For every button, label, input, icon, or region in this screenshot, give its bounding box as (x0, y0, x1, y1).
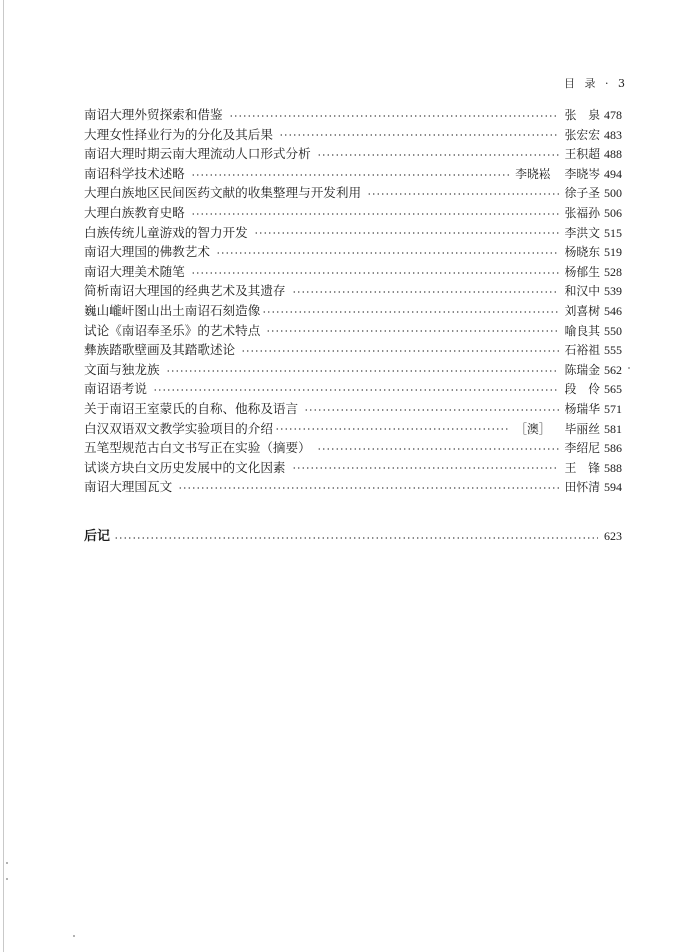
toc-entry-author: 王 锋 (564, 460, 600, 475)
toc-entry[interactable] (84, 144, 630, 164)
print-speck (6, 878, 8, 880)
toc-entry-author: 田怀清 (564, 480, 600, 495)
toc-entry-author: 石裕祖 (564, 343, 600, 358)
toc-entry-page: 494 (604, 166, 622, 181)
toc-entry-author: 王积超 (564, 147, 600, 162)
toc-entry[interactable] (84, 360, 630, 380)
print-speck (628, 367, 630, 369)
dot-leader (166, 369, 559, 374)
toc-entry-author: 张宏宏 (564, 127, 600, 142)
toc-entry[interactable] (84, 183, 630, 203)
toc-entry-page: 562 (604, 362, 622, 377)
toc-entry-author: 李晓岑 (564, 166, 600, 181)
toc-entry[interactable] (84, 105, 630, 125)
toc-entry-title: 文面与独龙族 (84, 361, 160, 377)
toc-entry[interactable] (84, 477, 630, 497)
afterword-page: 623 (604, 529, 622, 543)
dot-leader (292, 290, 559, 295)
toc-entry-author: 杨瑞华 (564, 401, 600, 416)
toc-entry-page: 586 (604, 441, 622, 456)
dot-leader (241, 349, 558, 354)
dot-leader (191, 271, 559, 276)
dot-leader (153, 388, 559, 393)
toc-entry[interactable] (84, 379, 630, 399)
toc-entry-title: 五笔型规范古白文书写正在实验（摘要） (84, 440, 311, 456)
toc-entry-author: 陈瑞金 (564, 362, 600, 377)
toc-entry-title: 关于南诏王室蒙氏的自称、他称及语言 (84, 400, 299, 416)
dot-leader (367, 192, 559, 197)
toc-entry-author: 杨郁生 (564, 264, 600, 279)
dot-leader (216, 251, 559, 256)
toc-entry-title: 试论《南诏奉圣乐》的艺术特点 (84, 322, 261, 338)
dot-leader (229, 114, 559, 119)
dot-leader (191, 173, 509, 178)
toc-entry-page: 581 (604, 421, 622, 436)
dot-leader (191, 212, 559, 217)
toc-entry-page: 515 (604, 225, 622, 240)
toc-entry[interactable] (84, 242, 630, 262)
toc-entry-page: 588 (604, 460, 622, 475)
toc-entry-author: 李洪文 (564, 225, 600, 240)
toc-entry-author: 张 泉 (564, 108, 600, 122)
running-head: 目 录 · 3 (564, 77, 628, 90)
toc-entry-page: 519 (604, 245, 622, 260)
toc-entry-author: 徐子圣 (564, 186, 600, 201)
table-of-contents (84, 105, 630, 497)
toc-entry[interactable] (84, 223, 630, 243)
toc-entry-title: 南诏大理外贸探索和借鉴 (84, 107, 223, 122)
toc-entry-title: 南诏科学技术述略 (84, 165, 185, 181)
toc-entry-title: 南诏大理美术随笔 (84, 263, 185, 279)
toc-entry-page: 528 (604, 264, 622, 279)
toc-entry-page: 555 (604, 343, 622, 358)
toc-entry[interactable] (84, 458, 630, 478)
toc-entry-page: 546 (604, 303, 622, 318)
toc-entry-page: 506 (604, 205, 622, 220)
toc-entry-title: 大理白族教育史略 (84, 204, 185, 220)
print-speck (6, 862, 8, 864)
toc-entry-author: 张福孙 (564, 205, 600, 220)
toc-entry-author: 李绍尼 (564, 441, 600, 456)
toc-entry-title: 彝族踏歌壁画及其踏歌述论 (84, 342, 236, 358)
toc-entry[interactable] (84, 125, 630, 145)
toc-entry-author: 刘喜树 (564, 303, 600, 318)
dot-leader (317, 447, 559, 452)
afterword-entry[interactable] (84, 526, 630, 547)
toc-entry-title: 大理女性择业行为的分化及其后果 (84, 126, 273, 142)
toc-entry[interactable] (84, 281, 630, 301)
toc-entry-page: 483 (604, 127, 622, 142)
dot-leader (292, 466, 559, 471)
dot-leader (114, 536, 598, 541)
page-edge-line (3, 0, 4, 952)
toc-entry-title: 大理白族地区民间医药文献的收集整理与开发利用 (84, 185, 362, 201)
print-speck (73, 935, 75, 937)
dot-leader (304, 408, 559, 413)
toc-entry[interactable] (84, 262, 630, 282)
toc-entry-author: 毕丽丝 (564, 421, 600, 436)
afterword-title: 后记 (84, 529, 111, 544)
dot-leader (317, 153, 559, 158)
dot-leader (266, 329, 558, 334)
toc-entry-title: 白族传统儿童游戏的智力开发 (84, 224, 248, 240)
toc-entry-page: 550 (604, 323, 622, 338)
toc-entry-page: 488 (604, 147, 622, 162)
dot-leader (279, 133, 559, 138)
toc-entry-page: 539 (604, 284, 622, 299)
toc-entry-title: 南诏大理国的佛教艺术 (84, 244, 210, 260)
toc-entry-title: 试谈方块白文历史发展中的文化因素 (84, 459, 286, 475)
toc-entry[interactable] (84, 419, 630, 439)
toc-entry[interactable] (84, 164, 630, 184)
toc-entry-author: 杨晓东 (564, 245, 600, 260)
toc-entry-extra: ［澳］ (515, 421, 551, 436)
toc-entry[interactable] (84, 301, 630, 321)
toc-entry-title: 南诏大理时期云南大理流动人口形式分析 (84, 146, 311, 162)
toc-entry-title: 南诏大理国瓦文 (84, 479, 173, 495)
toc-entry-page: 478 (604, 108, 622, 122)
toc-entry-author: 喻良其 (564, 323, 600, 338)
dot-leader (262, 310, 558, 315)
toc-entry-title: 简析南诏大理国的经典艺术及其遗存 (84, 283, 286, 299)
dot-leader (254, 231, 559, 236)
toc-entry[interactable] (84, 438, 630, 458)
toc-entry-extra: 李晓崧 (515, 166, 551, 181)
toc-entry-author: 段 伶 (564, 382, 600, 397)
dot-leader (275, 427, 509, 432)
toc-entry[interactable] (84, 340, 630, 360)
toc-entry[interactable] (84, 399, 630, 419)
dot-leader (178, 486, 558, 491)
toc-entry-page: 571 (604, 401, 622, 416)
toc-entry[interactable] (84, 203, 630, 223)
toc-entry-page: 594 (604, 480, 622, 495)
toc-entry-title: 白汉双语双文教学实验项目的介绍 (84, 420, 273, 436)
toc-entry-title: 巍山巄屽图山出土南诏石刻造像 (84, 302, 261, 318)
toc-entry-page: 565 (604, 382, 622, 397)
toc-entry-page: 500 (604, 186, 622, 201)
toc-entry-author: 和汉中 (564, 284, 600, 299)
toc-entry-title: 南诏语考说 (84, 381, 147, 397)
toc-entry[interactable] (84, 321, 630, 341)
